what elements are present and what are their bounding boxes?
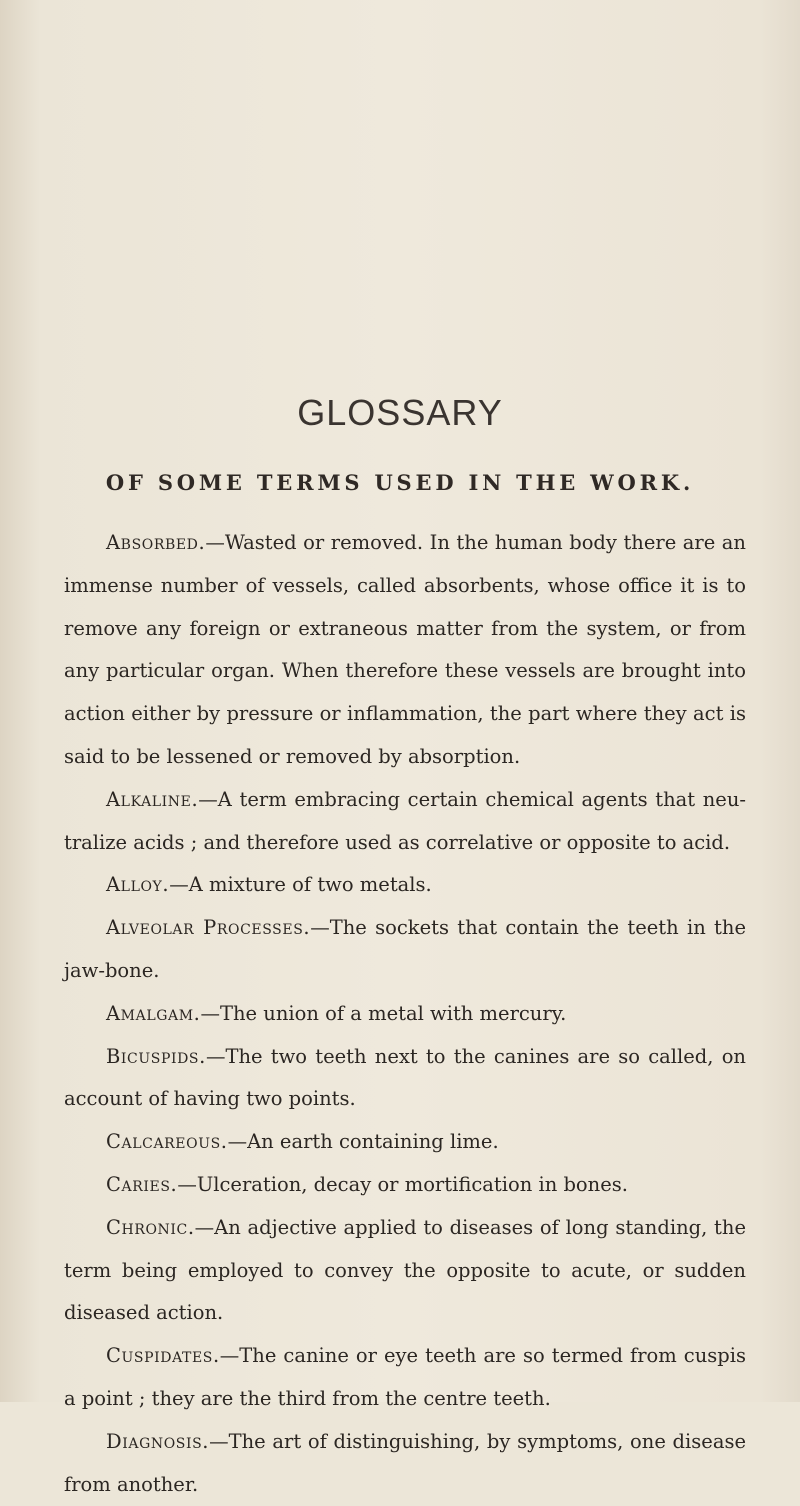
glossary-entry-caries: [64, 1164, 746, 1207]
glossary-definition: —The union of a metal with mercury.: [200, 1001, 567, 1025]
glossary-body: [64, 522, 746, 1506]
glossary-definition: —The sockets that contain the teeth in the jaw-bone.: [64, 916, 746, 982]
glossary-term: Diagnosis.: [106, 1429, 210, 1453]
glossary-entry-alveolar-processes: [64, 907, 746, 993]
glossary-term: Alveolar Processes.: [106, 916, 311, 940]
glossary-definition: —The two teeth next to the canines are so called, on account of having two points.: [64, 1044, 746, 1111]
glossary-term: Absorbed.: [106, 531, 206, 554]
glossary-term: Cuspidates.: [106, 1344, 220, 1368]
glossary-definition: —A term embracing certain chemical agents that neutralize acids ; and therefore used as correlative or opposite to acid.: [64, 787, 746, 854]
glossary-entry-diagnosis: [64, 1421, 746, 1506]
glossary-definition: —The canine or eye teeth are so termed from cuspis a point ; they are the third from the centre teeth.: [64, 1344, 746, 1410]
glossary-term: Bicuspids.: [106, 1044, 206, 1068]
glossary-definition: —Wasted or removed. In the human body there are an immense number of vessels, called absorbents, whose office it is to remove any foreign or extraneous matter from the system, or from any particular organ. When therefore these vessels are brought into action either by pressure or inflammation, the part where they act is said to be lessened or removed by absorption.: [64, 531, 746, 768]
glossary-definition: —A mixture of two metals.: [169, 873, 432, 897]
glossary-term: Alkaline.: [106, 787, 199, 811]
glossary-entry-amalgam: [64, 993, 746, 1036]
page-subtitle: OF SOME TERMS USED IN THE WORK.: [105, 470, 695, 495]
glossary-term: Caries.: [106, 1172, 178, 1196]
glossary-definition: —An earth containing lime.: [227, 1130, 499, 1154]
glossary-entry-bicuspids: [64, 1036, 746, 1122]
glossary-entry-calcareous: [64, 1121, 746, 1164]
page-title: GLOSSARY: [297, 392, 503, 433]
glossary-definition: —The art of distinguishing, by symptoms, one disease from another.: [64, 1429, 746, 1496]
glossary-definition: —An adjective applied to diseases of long standing, the term being employed to convey the opposite to acute, or sudden diseased action.: [64, 1215, 746, 1325]
glossary-entry-chronic: [64, 1207, 746, 1335]
glossary-entry-alloy: [64, 864, 746, 907]
glossary-term: Amalgam.: [106, 1001, 201, 1025]
glossary-term: Alloy.: [106, 873, 170, 897]
glossary-entry-absorbed: [64, 522, 746, 779]
glossary-entry-alkaline: [64, 779, 746, 865]
glossary-entry-cuspidates: [64, 1335, 746, 1421]
glossary-definition: —Ulceration, decay or mortification in bones.: [177, 1172, 628, 1196]
glossary-term: Calcareous.: [106, 1130, 228, 1154]
glossary-term: Chronic.: [106, 1215, 195, 1239]
